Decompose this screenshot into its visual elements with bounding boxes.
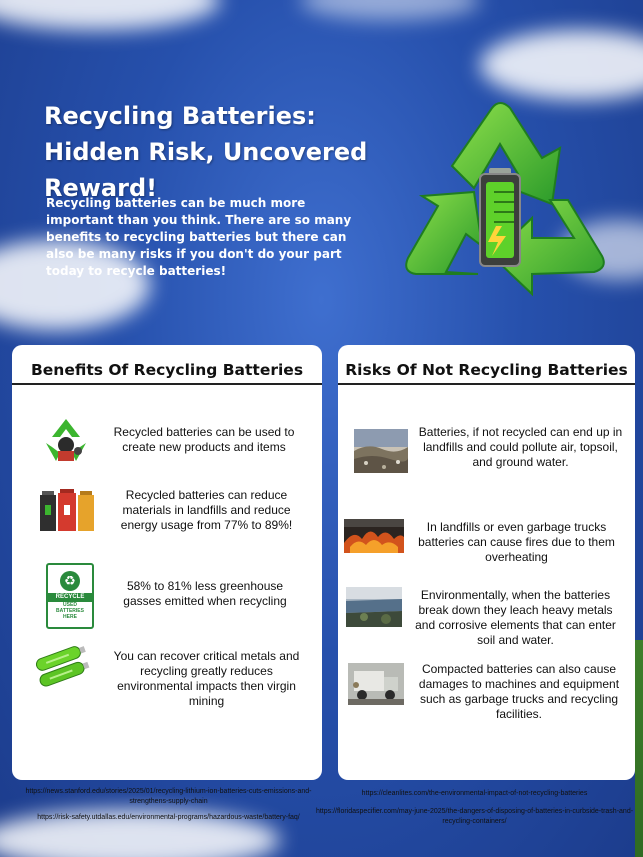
landfill-photo xyxy=(354,429,408,473)
risks-heading: Risks Of Not Recycling Batteries xyxy=(345,361,628,379)
benefits-heading: Benefits Of Recycling Batteries xyxy=(30,361,304,379)
divider xyxy=(338,383,635,385)
risks-card xyxy=(338,345,635,780)
source-link[interactable]: https://news.stanford.edu/stories/2025/01/recycling-lithium-ion-batteries-cuts-emissions-and-strengthens-supply-chain xyxy=(25,788,312,805)
benefit-item-text: Recycled batteries can reduce materials in landfills and reduce energy usage from 77% to 89%! xyxy=(120,488,293,532)
divider xyxy=(12,383,322,385)
source-link[interactable]: https://cleanlites.com/the-environmental-impact-of-not-recycling-batteries xyxy=(361,790,588,797)
recycle-people-icon xyxy=(40,417,92,463)
risk-item-text: Environmentally, when the batteries break down they leach heavy metals and corrosive elements that can enter soil and water. xyxy=(415,588,616,647)
water-photo xyxy=(346,587,402,627)
benefits-sources xyxy=(16,787,321,823)
benefit-item-text: Recycled batteries can be used to create new products and items xyxy=(113,425,295,454)
risk-item-text: Compacted batteries can also cause damages to machines and equipment such as garbage trucks and recycling facilities. xyxy=(418,662,620,721)
truck-photo xyxy=(348,663,404,705)
sign-text: RECYCLE xyxy=(48,593,92,602)
risks-sources xyxy=(312,789,637,827)
bins-icon xyxy=(40,487,96,533)
intro-text: Recycling batteries can be much more important than you think. There are so many benefits to recycling batteries but there can also be many risks if you don't do your part today to recycle batteries! xyxy=(46,196,352,278)
sign-text: USED xyxy=(63,602,77,608)
page-title: Recycling Batteries: Hidden Risk, Uncovered Reward! xyxy=(44,102,368,202)
recycle-battery-logo xyxy=(382,96,618,336)
sign-text: BATTERIES xyxy=(56,608,84,614)
risk-item-text: Batteries, if not recycled can end up in landfills and could pollute air, topsoil, and ground water. xyxy=(418,425,623,469)
recycle-sign-icon xyxy=(46,563,94,629)
source-link[interactable]: https://risk-safety.utdallas.edu/environmental-programs/hazardous-waste/battery-faq/ xyxy=(37,814,300,821)
sign-text: HERE xyxy=(63,614,77,620)
cloud xyxy=(0,0,220,30)
risk-item-text: In landfills or even garbage trucks batteries can cause fires due to them overheating xyxy=(418,520,615,564)
benefit-item-text: 58% to 81% less greenhouse gasses emitted when recycling xyxy=(123,579,287,608)
fire-photo xyxy=(344,519,404,553)
cloud xyxy=(480,30,643,100)
benefits-card xyxy=(12,345,322,780)
recycle-symbol-icon: ♻ xyxy=(60,571,80,591)
cloud xyxy=(300,0,480,20)
grass-edge xyxy=(635,640,643,857)
benefit-item-text: You can recover critical metals and recycling greatly reduces environmental impacts then virgin mining xyxy=(113,649,300,708)
source-link[interactable]: https://floridaspecifier.com/may-june-2025/the-dangers-of-disposing-of-batteries-in-curbside-trash-and-recycling-containers/ xyxy=(315,808,634,825)
green-batteries-icon xyxy=(32,641,96,689)
